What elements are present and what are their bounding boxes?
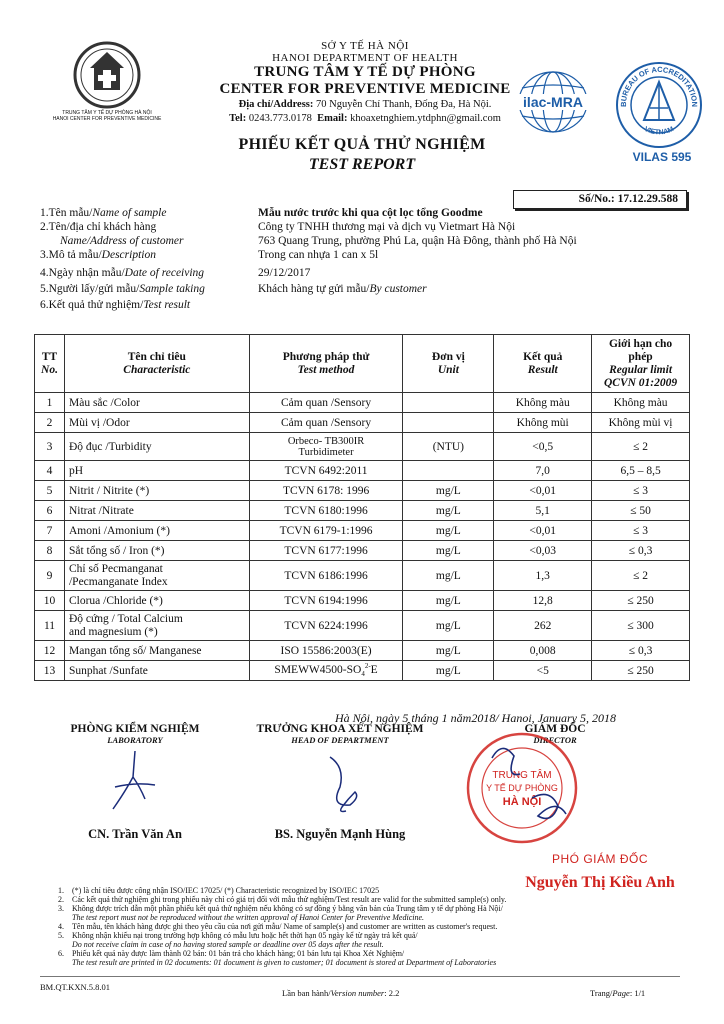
footnote: 6. Phiếu kết quả này được làm thành 02 bản: 01 bản trả cho khách hàng; 01 bản lưu tại Khoa Xét Nghiệm/ (58, 949, 405, 958)
director-title: GIÁM ĐỐC (524, 723, 586, 735)
center-logo (52, 40, 162, 126)
deputy-name: Nguyễn Thị Kiều Anh (525, 874, 675, 891)
description-label: 3.Mô tả mẫu/ (40, 249, 102, 261)
ilac-globe-icon (498, 62, 608, 142)
table-row: 7 Amoni /Amonium (*) TCVN 6179-1:1996 mg/L <0,01 ≤ 3 (35, 521, 690, 541)
header-no: TT No. (35, 335, 65, 393)
info-row-customer (40, 220, 700, 234)
ilac-text: ilac-MRA (523, 94, 583, 110)
header-method: Phương pháp thử Test method (249, 335, 403, 393)
table-row: 11 Độ cứng / Total Calcium and magnesium (*) TCVN 6224:1996 mg/L 262 ≤ 300 (35, 611, 690, 641)
receiving-date-label: 4.Ngày nhận mẫu/ (40, 267, 125, 279)
vilas-ring-bottom: VIETNAM (643, 125, 675, 137)
table-row: 4 pH TCVN 6492:2011 7,0 6,5 – 8,5 (35, 461, 690, 481)
info-row-customer-address (40, 234, 700, 248)
deputy-role: PHÓ GIÁM ĐỐC (551, 852, 648, 866)
red-seal-stamp-icon (462, 728, 582, 848)
table-row: 1 Màu sắc /Color Cảm quan /Sensory Không màu Không màu (35, 393, 690, 413)
table-row: 2 Mùi vị /Odor Cảm quan /Sensory Không mùi Không mùi vị (35, 413, 690, 433)
address-value: 70 Nguyễn Chí Thanh, Đống Đa, Hà Nội. (316, 99, 492, 110)
tel-value: 0243.773.0178 (248, 113, 312, 124)
receiving-date-label-en: Date of receiving (124, 267, 205, 279)
lab-title-en: LABORATORY (107, 735, 163, 745)
lab-signer-name: CN. Trần Văn An (88, 827, 182, 841)
sample-taking-label-en: Sample taking (139, 283, 205, 295)
header-unit: Đơn vị Unit (403, 335, 494, 393)
form-code: BM.QT.KXN.5.8.01 (40, 982, 110, 992)
table-row: 10 Clorua /Chloride (*) TCVN 6194:1996 mg/L 12,8 ≤ 250 (35, 591, 690, 611)
table-header-row (35, 335, 690, 393)
description-value: Trong can nhựa 1 can x 5l (258, 249, 379, 261)
logo-caption: TRUNG TÂM Y TẾ DỰ PHÒNG HÀ NỘI (62, 110, 152, 116)
center-emblem-icon (72, 40, 142, 110)
test-result-label: 6.Kết quả thử nghiệm/ (40, 299, 144, 311)
sample-name-label-en: Name of sample (92, 207, 167, 219)
table-row: 5 Nitrit / Nitrite (*) TCVN 6178: 1996 mg/L <0,01 ≤ 3 (35, 481, 690, 501)
lab-signature-scribble-icon (95, 747, 175, 817)
table-row: 6 Nitrat /Nitrate TCVN 6180:1996 mg/L 5,1 ≤ 50 (35, 501, 690, 521)
head-title-en: HEAD OF DEPARTMENT (291, 735, 389, 745)
department-vi: SỞ Y TẾ HÀ NỘI (321, 40, 409, 52)
head-signature-scribble-icon (300, 747, 380, 817)
sample-taking-value: Khách hàng tự gửi mẫu/ (258, 283, 370, 295)
stamp-text-1: TRUNG TÂM (492, 770, 552, 781)
document-header (180, 40, 550, 126)
table-row: 13 Sunphat /Sunfate $SMEWW4500-SO_4^{2-}E$ mg/L <5 ≤ 250 (35, 661, 690, 681)
info-row-sample-taking (40, 282, 700, 296)
customer-label: 2.Tên/địa chỉ khách hàng (40, 221, 157, 233)
test-result-label-en: Test result (143, 299, 191, 311)
header-result: Kết quả Result (494, 335, 592, 393)
sample-name-label: 1.Tên mẫu/ (40, 207, 93, 219)
footnote: 4. Tên mẫu, tên khách hàng được ghi theo yêu cầu của nơi gửi mẫu/ Name of sample(s) and customer are written as customer's request. (58, 922, 498, 931)
footnote: The test report must not be reproduced without the written approval of Hanoi Center for Preventive Medicine. (72, 913, 425, 922)
logo-caption-en: HANOI CENTER FOR PREVENTIVE MEDICINE (52, 116, 162, 122)
head-signer-name: BS. Nguyễn Mạnh Hùng (274, 827, 406, 841)
footer-divider (40, 976, 680, 977)
signature-date: Hà Nội, ngày 5 tháng 1 năm2018/ Hanoi, January 5, 2018 (335, 711, 616, 725)
official-stamp (462, 728, 582, 848)
email-value: khoaxetnghiem.ytdphn@gmail.com (350, 113, 501, 124)
department-en: HANOI DEPARTMENT OF HEALTH (272, 52, 458, 64)
report-title-en: TEST REPORT (308, 156, 416, 173)
description-label-en: Description (101, 249, 156, 261)
customer-name-value: Công ty TNHH thương mại và dịch vụ Vietmart Hà Nội (258, 221, 516, 233)
head-signature (240, 723, 440, 842)
contact-line (180, 112, 550, 126)
address-line (180, 98, 550, 112)
footnote: The test result are printed in 02 documents: 01 document is given to customer; 01 document is stored at Department of Laboratories (72, 958, 497, 967)
ilac-mra-logo (498, 62, 608, 142)
center-name-vi: TRUNG TÂM Y TẾ DỰ PHÒNG (254, 64, 476, 80)
table-row: 9 Chỉ số Pecmanganat /Pecmanganate Index TCVN 6186:1996 mg/L 1,3 ≤ 2 (35, 561, 690, 591)
page-number: Trang/Page: 1/1 (590, 988, 646, 998)
receiving-date-value: 29/12/2017 (258, 267, 311, 279)
info-row-sample-name (40, 206, 700, 220)
director-title-en: DIRECTOR (533, 735, 577, 745)
table-row: 3 Độ đục /Turbidity Orbeco- TB300IR Turbidimeter (NTU) <0,5 ≤ 2 (35, 433, 690, 461)
vilas-ring-top: BUREAU OF ACCREDITATION (618, 64, 700, 108)
report-number: Số/No.: 17.12.29.588 (513, 190, 687, 209)
info-row-description (40, 248, 700, 262)
header-characteristic: Tên chỉ tiêu Characteristic (64, 335, 249, 393)
center-name-en: CENTER FOR PREVENTIVE MEDICINE (219, 81, 511, 97)
footnote: Do not receive claim in case of no having stored sample or deadline over 05 days after the result. (72, 940, 384, 949)
version-number: Lần ban hành/Version number: 2.2 (282, 988, 400, 998)
lab-title: PHÒNG KIỂM NGHIỆM (70, 723, 200, 735)
sample-name-value: Mẫu nước trước khi qua cột lọc tổng Goodme (258, 207, 483, 219)
customer-address-value: 763 Quang Trung, phường Phú La, quận Hà Đông, thành phố Hà Nội (258, 235, 577, 247)
footnote: 1. (*) là chỉ tiêu được công nhận ISO/IEC 17025/ (*) Characteristic recognized by ISO/IEC 17025 (58, 886, 380, 895)
table-row: 12 Mangan tổng số/ Manganese ISO 15586:2003(E) mg/L 0,008 ≤ 0,3 (35, 641, 690, 661)
info-row-receiving-date (40, 266, 700, 280)
info-row-test-result (40, 298, 700, 312)
footnote: 5. Không nhận khiếu nại trong trường hợp không có mẫu lưu hoặc hết thời hạn 05 ngày kể từ ngày trả kết quả/ (58, 931, 418, 940)
results-table (34, 334, 690, 681)
footnote: 3. Không được trích dẫn một phần phiếu kết quả thử nghiệm nếu không có sự đồng ý bằng văn bản của Trung tâm y tế dự phòng Hà Nội/ (58, 904, 503, 913)
head-title: TRƯỞNG KHOA XÉT NGHIỆM (256, 723, 424, 735)
vilas-number: VILAS 595 (632, 150, 692, 164)
table-row: 8 Sắt tổng số / Iron (*) TCVN 6177:1996 mg/L <0,03 ≤ 0,3 (35, 541, 690, 561)
email-label: Email: (317, 113, 348, 124)
address-label: Địa chỉ/Address: (238, 99, 314, 110)
stamp-text-2: Y TẾ DỰ PHÒNG (486, 783, 558, 793)
customer-label-en: Name/Address of customer (60, 235, 184, 247)
header-limit: Giới hạn cho phép Regular limit QCVN 01:2009 (592, 335, 690, 393)
svg-text:VIETNAM (643, 126, 675, 137)
stamp-text-3: HÀ NỘI (502, 796, 542, 808)
sample-taking-value-en: By customer (369, 283, 427, 295)
footnote: 2. Các kết quả thử nghiệm ghi trong phiếu này chỉ có giá trị đối với mẫu thử nghiệm/Test result are valid for the submitted sample(s) only. (58, 895, 507, 904)
report-title-vi: PHIẾU KẾT QUẢ THỬ NGHIỆM (238, 136, 486, 153)
tel-label: Tel: (229, 113, 247, 124)
sample-taking-label: 5.Người lấy/gửi mẫu/ (40, 283, 140, 295)
laboratory-signature (60, 723, 210, 842)
